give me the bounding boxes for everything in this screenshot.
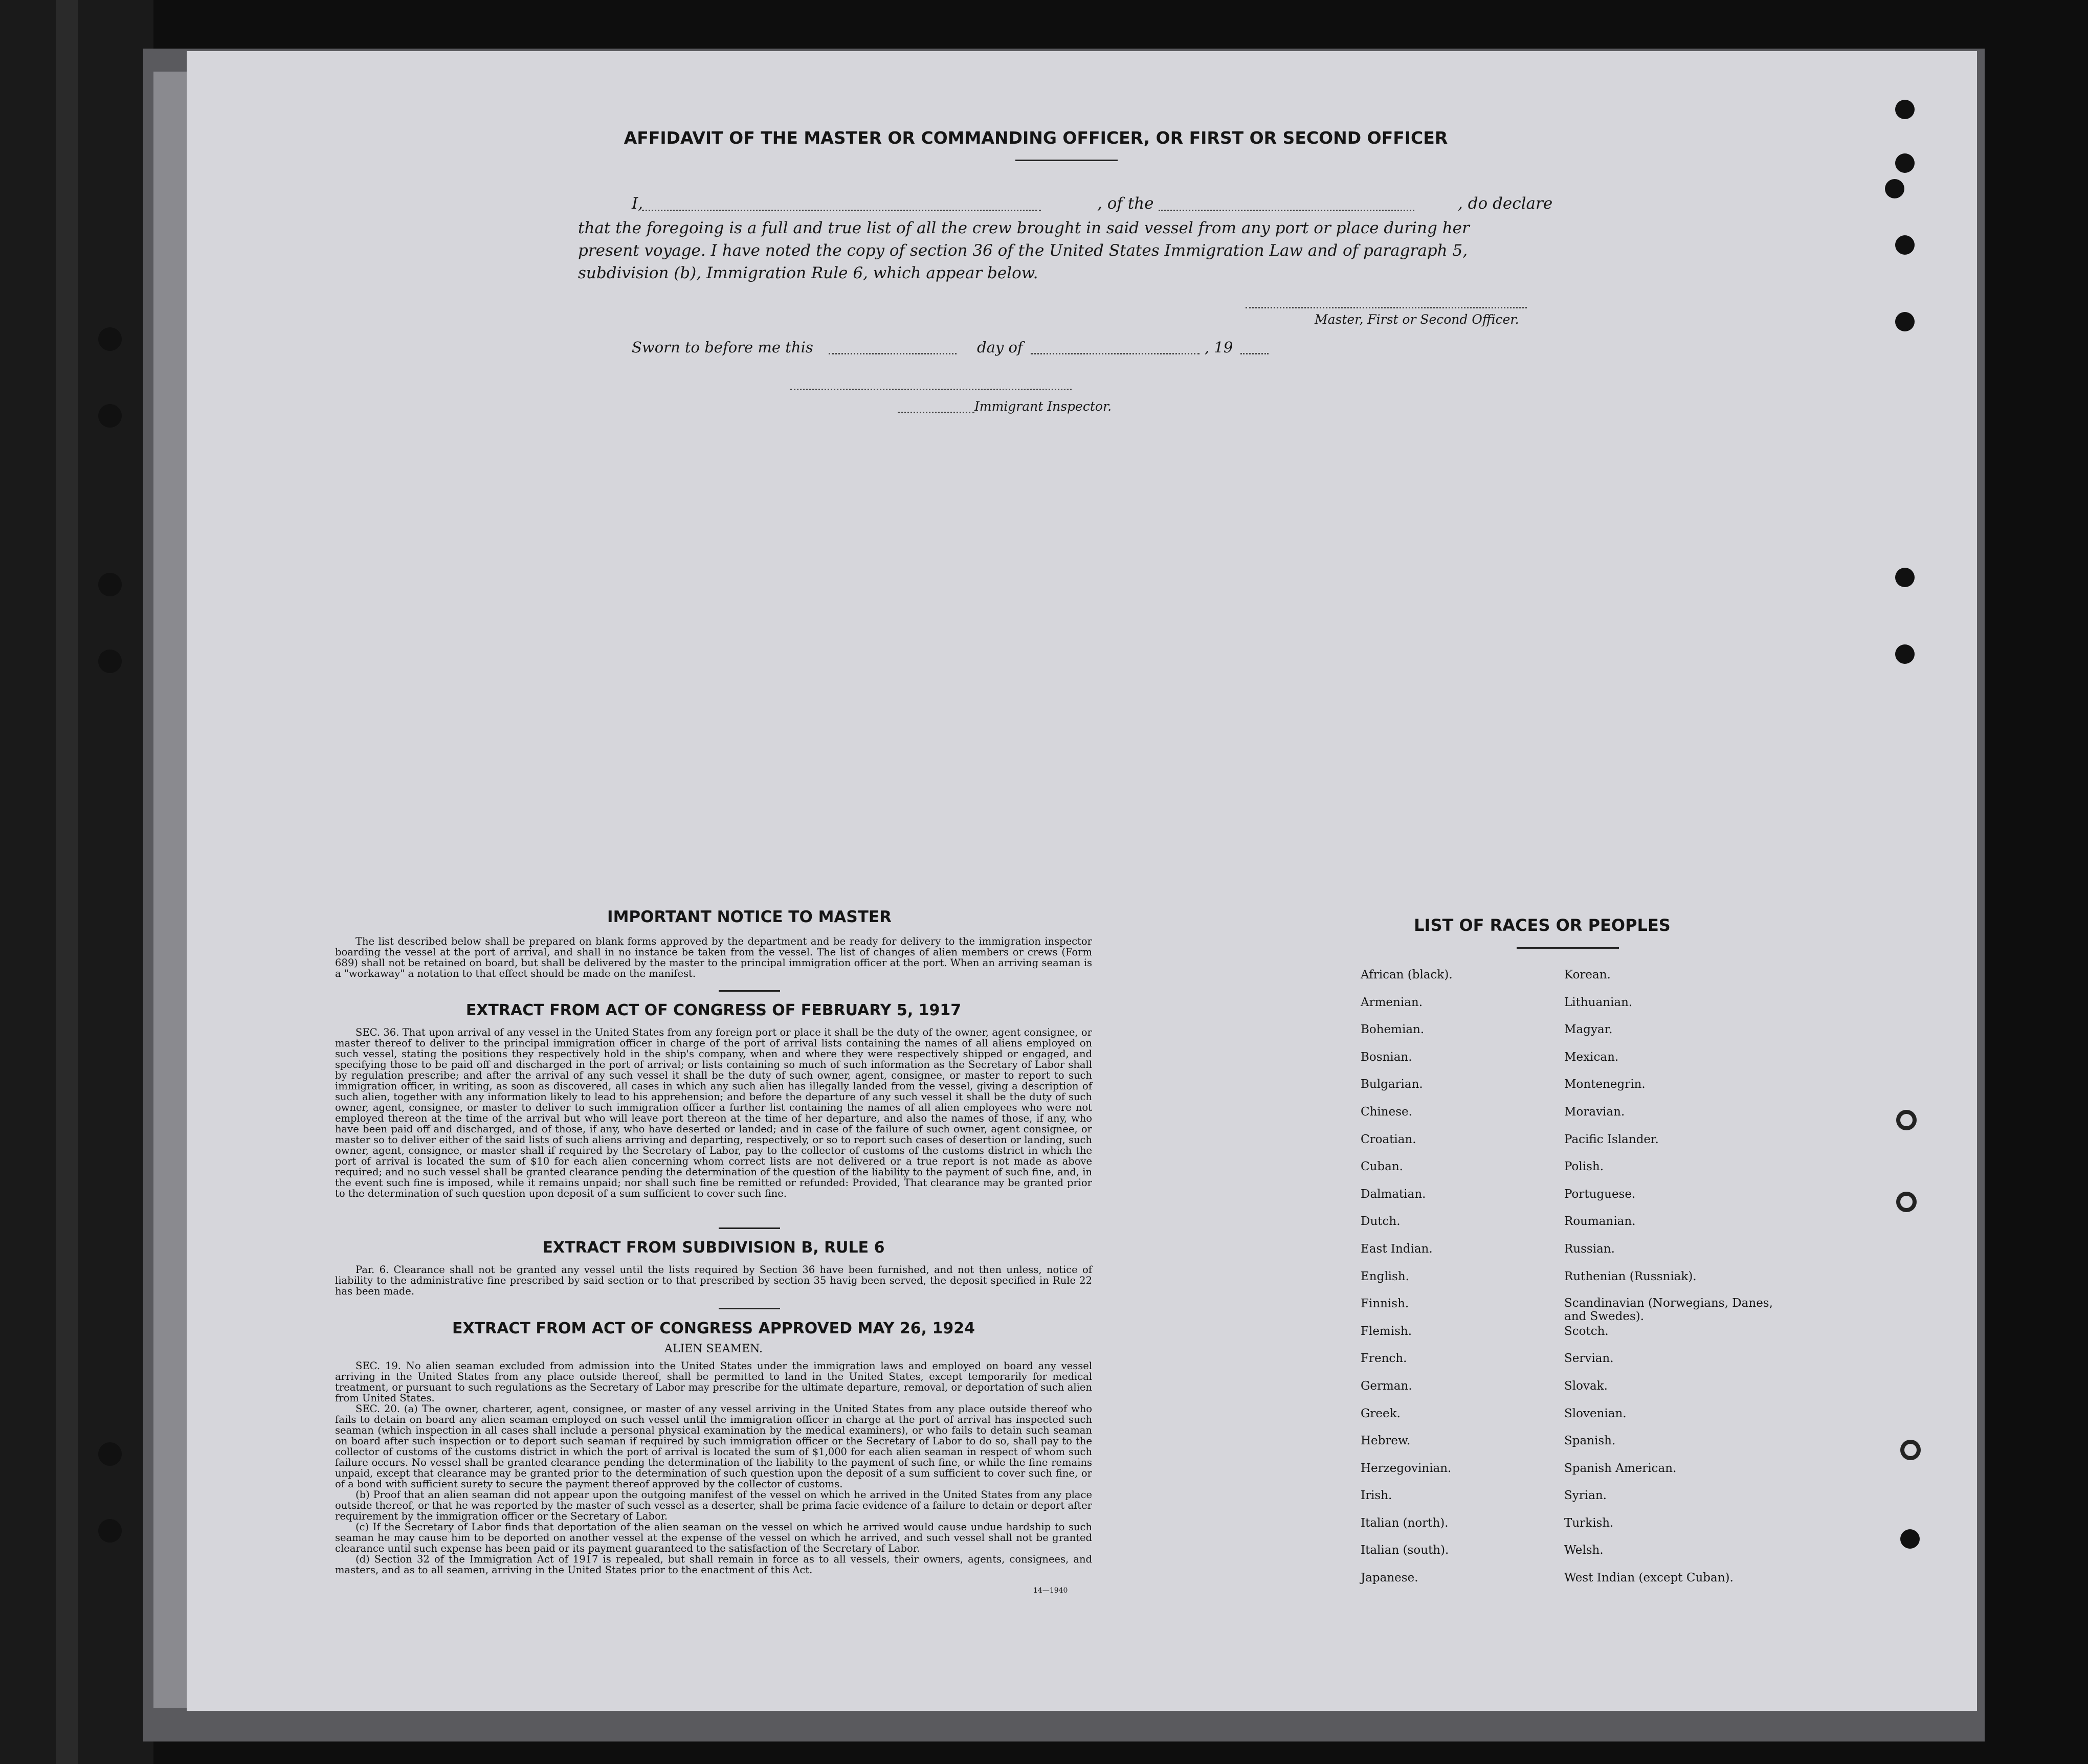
binder-hole-icon [1895, 100, 1915, 119]
race-item: Chinese. [1361, 1105, 1412, 1119]
document-page [187, 51, 1977, 1711]
section-rule [719, 1227, 780, 1229]
binder-hole-icon [98, 573, 122, 596]
section-20c-paragraph: (c) If the Secretary of Labor finds that deportation of the alien seaman on the vessel on which he arrived would cause undue hardship to such seaman he may cause him to be deported on another vessel at the expense of the vessel on which he arrived, and such vessel shall not be granted clearance until such expense has been paid or its payment guaranteed to the satisfaction of the Secretary of Labor. [335, 1521, 1092, 1554]
extract-rule6-title: EXTRACT FROM SUBDIVISION B, RULE 6 [542, 1239, 885, 1257]
extract-rule6-text [335, 1264, 1092, 1297]
binder-hole-icon [1895, 568, 1915, 587]
notice-title: IMPORTANT NOTICE TO MASTER [607, 908, 892, 926]
race-item: Korean. [1564, 968, 1611, 981]
race-item: Servian. [1564, 1352, 1614, 1366]
race-item: Turkish. [1564, 1516, 1614, 1530]
section-36-paragraph: SEC. 36. That upon arrival of any vessel in the United States from any foreign port or place it shall be the duty of the owner, agent consignee, or master thereof to deliver to the principal immigration officer in charge of the port of arrival lists containing the names of all aliens employed on such vessel, stating the positions they respectively hold in the ship's company, when and where they were respectively shipped or engaged, and specifying those to be paid off and discharged in the port of arrival; or lists containing so much of such information as the Secretary of Labor shall by regulation prescribe; and after the arrival of any such vessel it shall be the duty of such owner, agent, consignee, or master to report to such immigration officer, in writing, as soon as discovered, all cases in which any such alien has illegally landed from the vessel, giving a description of such alien, together with any information likely to lead to his apprehension; and before the departure of any such vessel it shall be the duty of such owner, agent, consignee, or master to deliver to such immigration officer a further list containing the names of all alien employees who were not employed thereon at the time of the arrival but who will leave port thereon at the time of her departure, and also the names of those, if any, who have been paid off and discharged, and of those, if any, who have deserted or landed; and in case of the failure of such owner, agent consignee, or master so to deliver either of the said lists of such aliens arriving and departing, respectively, or so to report such cases of desertion or landing, such owner, agent, consignee, or master shall if required by the Secretary of Labor, pay to the collector of customs of the customs district in which the port of arrival is located the sum of $10 for each alien concerning whom correct lists are not delivered or a true report is not made as above required; and no such vessel shall be granted clearance pending the determination of the question of the liability to the payment of such fine, and, in the event such fine is imposed, while it remains unpaid; nor shall such fine be remitted or refunded: Provided, That clearance may be granted prior to the determination of such question upon deposit of a sum sufficient to cover such fine. [335, 1026, 1092, 1199]
rule6-paragraph: Par. 6. Clearance shall not be granted any vessel until the lists required by Section 36 have been furnished, and not then unless, notice of liability to the administrative fine prescribed by said section or to that prescribed by section 35 havig been served, the deposit specified in Rule 22 has been made. [335, 1264, 1092, 1297]
section-rule [719, 1308, 780, 1309]
race-item: Syrian. [1564, 1489, 1607, 1503]
binder-hole-icon [1896, 1192, 1917, 1212]
signature-field[interactable] [1246, 307, 1527, 308]
race-item: Lithuanian. [1564, 995, 1633, 1009]
section-19-paragraph: SEC. 19. No alien seaman excluded from admission into the United States under the immigration laws and employed on board any vessel arriving in the United States from any place outside thereof, shall be permitted to land in the United States, except temporarily for medical treatment, or pursuant to such regulations as the Secretary of Labor may prescribe for the ultimate departure, removal, or deportation of such alien from United States. [335, 1360, 1092, 1404]
race-item: Russian. [1564, 1242, 1615, 1256]
race-item: Italian (south). [1361, 1544, 1449, 1557]
race-item: Scotch. [1564, 1324, 1609, 1338]
race-item: Portuguese. [1564, 1187, 1636, 1201]
binder-hole-icon [1900, 1440, 1921, 1460]
binder-hole-icon [98, 1519, 122, 1543]
section-20d-paragraph: (d) Section 32 of the Immigration Act of 1917 is repealed, but shall remain in force as to all vessels, their owners, agents, consignees, and masters, and as to all seamen, arriving in the United States prior to the enactment of this Act. [335, 1553, 1092, 1576]
affidavit-line-3: present voyage. I have noted the copy of section 36 of the United States Immigration Law and of paragraph 5, [578, 241, 1468, 260]
binder-hole-icon [98, 327, 122, 351]
binder-hole-icon [1900, 1529, 1920, 1549]
section-20b-paragraph: (b) Proof that an alien seaman did not appear upon the outgoing manifest of the vessel on which he arrived in the United States from any place outside thereof, or that he was reported by the master of such vessel as a deserter, shall be prima facie evidence of a failure to detain or deport after requirement by the immigration officer or the Secretary of Labor. [335, 1489, 1092, 1522]
race-item: German. [1361, 1379, 1412, 1393]
races-left-column [1361, 968, 1555, 1598]
binder-hole-icon [98, 650, 122, 673]
vessel-name-field[interactable] [1159, 210, 1414, 211]
affidavit-line-2: that the foregoing is a full and true list of all the crew brought in said vessel from any port or place during her [578, 219, 1470, 237]
sworn-month-field[interactable] [1031, 353, 1200, 354]
race-item: Roumanian. [1564, 1215, 1636, 1229]
race-item: French. [1361, 1352, 1407, 1366]
sworn-year-field[interactable] [1240, 353, 1269, 354]
race-item: Bohemian. [1361, 1023, 1425, 1037]
binder-hole-icon [98, 1442, 122, 1466]
race-item: Welsh. [1564, 1544, 1604, 1557]
race-item: Slovenian. [1564, 1406, 1627, 1420]
race-item: African (black). [1361, 968, 1453, 981]
race-item: Greek. [1361, 1406, 1401, 1420]
race-item: Spanish American. [1564, 1461, 1677, 1475]
binder-hole-icon [1896, 1110, 1917, 1130]
race-item: English. [1361, 1269, 1409, 1283]
section-20a-paragraph: SEC. 20. (a) The owner, charterer, agent, consignee, or master of any vessel arriving in the United States from any place outside thereof who fails to detain on board any alien seaman employed on such vessel until the immigration officer in charge at the port of arrival has inspected such seaman (which inspection in all cases shall include a personal physical examination by the medical examiners), or who fails to detain such seaman on board after such inspection or to deport such seaman if required by such immigration officer or the Secretary of Labor to do so, shall pay to the collector of customs of the customs district in which the port of arrival is located the sum of $1,000 for each alien seaman in respect of whom such failure occurs. No vessel shall be granted clearance pending the determination of the liability to the payment of such fine, or while the fine remains unpaid, except that clearance may be granted prior to the determination of such question upon the deposit of a sum sufficient to cover such fine, or of a bond with sufficient surety to secure the payment thereof approved by the collector of customs. [335, 1403, 1092, 1490]
race-item: Armenian. [1361, 995, 1423, 1009]
extract-1917-text [335, 1027, 1092, 1199]
extract-1924-text [335, 1360, 1092, 1575]
race-item: Herzegovinian. [1361, 1461, 1452, 1475]
race-item: West Indian (except Cuban). [1564, 1571, 1734, 1585]
affidavit-i: I, [632, 194, 643, 213]
race-item: Flemish. [1361, 1324, 1412, 1338]
notice-text [335, 936, 1092, 979]
binder-hole-icon [98, 404, 122, 428]
race-item: Italian (north). [1361, 1516, 1449, 1530]
race-item: Japanese. [1361, 1571, 1418, 1585]
race-item: Dalmatian. [1361, 1187, 1426, 1201]
race-item: Magyar. [1564, 1023, 1613, 1037]
signature-caption: Master, First or Second Officer. [1315, 312, 1519, 327]
master-name-field[interactable] [642, 210, 1041, 211]
races-right-column [1564, 968, 1789, 1598]
races-title: LIST OF RACES OR PEOPLES [1414, 916, 1671, 935]
binder-hole-icon [1895, 153, 1915, 173]
inspector-caption: Immigrant Inspector. [974, 399, 1112, 414]
race-item: Montenegrin. [1564, 1078, 1646, 1091]
race-item: Finnish. [1361, 1297, 1409, 1311]
race-item: Scandinavian (Norwegians, Danes, and Swedes). [1564, 1297, 1773, 1324]
notice-paragraph: The list described below shall be prepared on blank forms approved by the department and be ready for delivery to the immigration inspector boarding the vessel at the port of arrival, and shall in no instance be taken from the vessel. The list of changes of alien members or crews (Form 689) shall not be retained on board, but shall be delivered by the master to the principal immigration officer at the port. When an arriving seaman is a "workaway" a notation to that effect should be made on the manifest. [335, 935, 1092, 979]
extract-1917-title: EXTRACT FROM ACT OF CONGRESS OF FEBRUARY 5, 1917 [465, 1001, 962, 1019]
race-item: Mexican. [1564, 1050, 1619, 1064]
extract-1924-title: EXTRACT FROM ACT OF CONGRESS APPROVED MAY 26, 1924 [452, 1320, 975, 1337]
form-number: 14—1940 [1033, 1587, 1068, 1595]
race-item: Cuban. [1361, 1160, 1403, 1174]
race-item: Hebrew. [1361, 1434, 1411, 1448]
binder-hole-icon [1895, 644, 1915, 664]
race-item: Polish. [1564, 1160, 1604, 1174]
race-item: East Indian. [1361, 1242, 1433, 1256]
affidavit-line-4: subdivision (b), Immigration Rule 6, which appear below. [578, 264, 1038, 282]
alien-seamen-subtitle: ALIEN SEAMEN. [664, 1343, 763, 1355]
affidavit-declare: , do declare [1458, 194, 1553, 213]
affidavit-of-the: , of the [1097, 194, 1154, 213]
binder-hole-icon [1885, 179, 1904, 198]
race-item: Spanish. [1564, 1434, 1616, 1448]
race-item: Ruthenian (Russniak). [1564, 1269, 1697, 1283]
race-item: Pacific Islander. [1564, 1132, 1659, 1146]
race-item: Bulgarian. [1361, 1078, 1423, 1091]
inspector-signature-field[interactable] [790, 389, 1072, 390]
inspector-caption-leader [898, 412, 974, 413]
day-of-label: day of [977, 339, 1023, 356]
affidavit-title: AFFIDAVIT OF THE MASTER OR COMMANDING OFFICER, OR FIRST OR SECOND OFFICER [624, 128, 1448, 148]
race-item: Croatian. [1361, 1132, 1416, 1146]
races-title-rule [1517, 947, 1619, 949]
sworn-day-field[interactable] [829, 353, 957, 354]
binder-strip [56, 0, 78, 1764]
affidavit-title-rule [1015, 160, 1118, 161]
race-item: Slovak. [1564, 1379, 1608, 1393]
year-label: , 19 [1205, 339, 1233, 356]
sworn-label: Sworn to before me this [632, 339, 813, 356]
race-item: Bosnian. [1361, 1050, 1412, 1064]
section-rule [719, 990, 780, 992]
race-item: Irish. [1361, 1489, 1392, 1503]
binder-hole-icon [1895, 235, 1915, 255]
race-item: Dutch. [1361, 1215, 1401, 1229]
race-item: Moravian. [1564, 1105, 1625, 1119]
binder-hole-icon [1895, 312, 1915, 331]
